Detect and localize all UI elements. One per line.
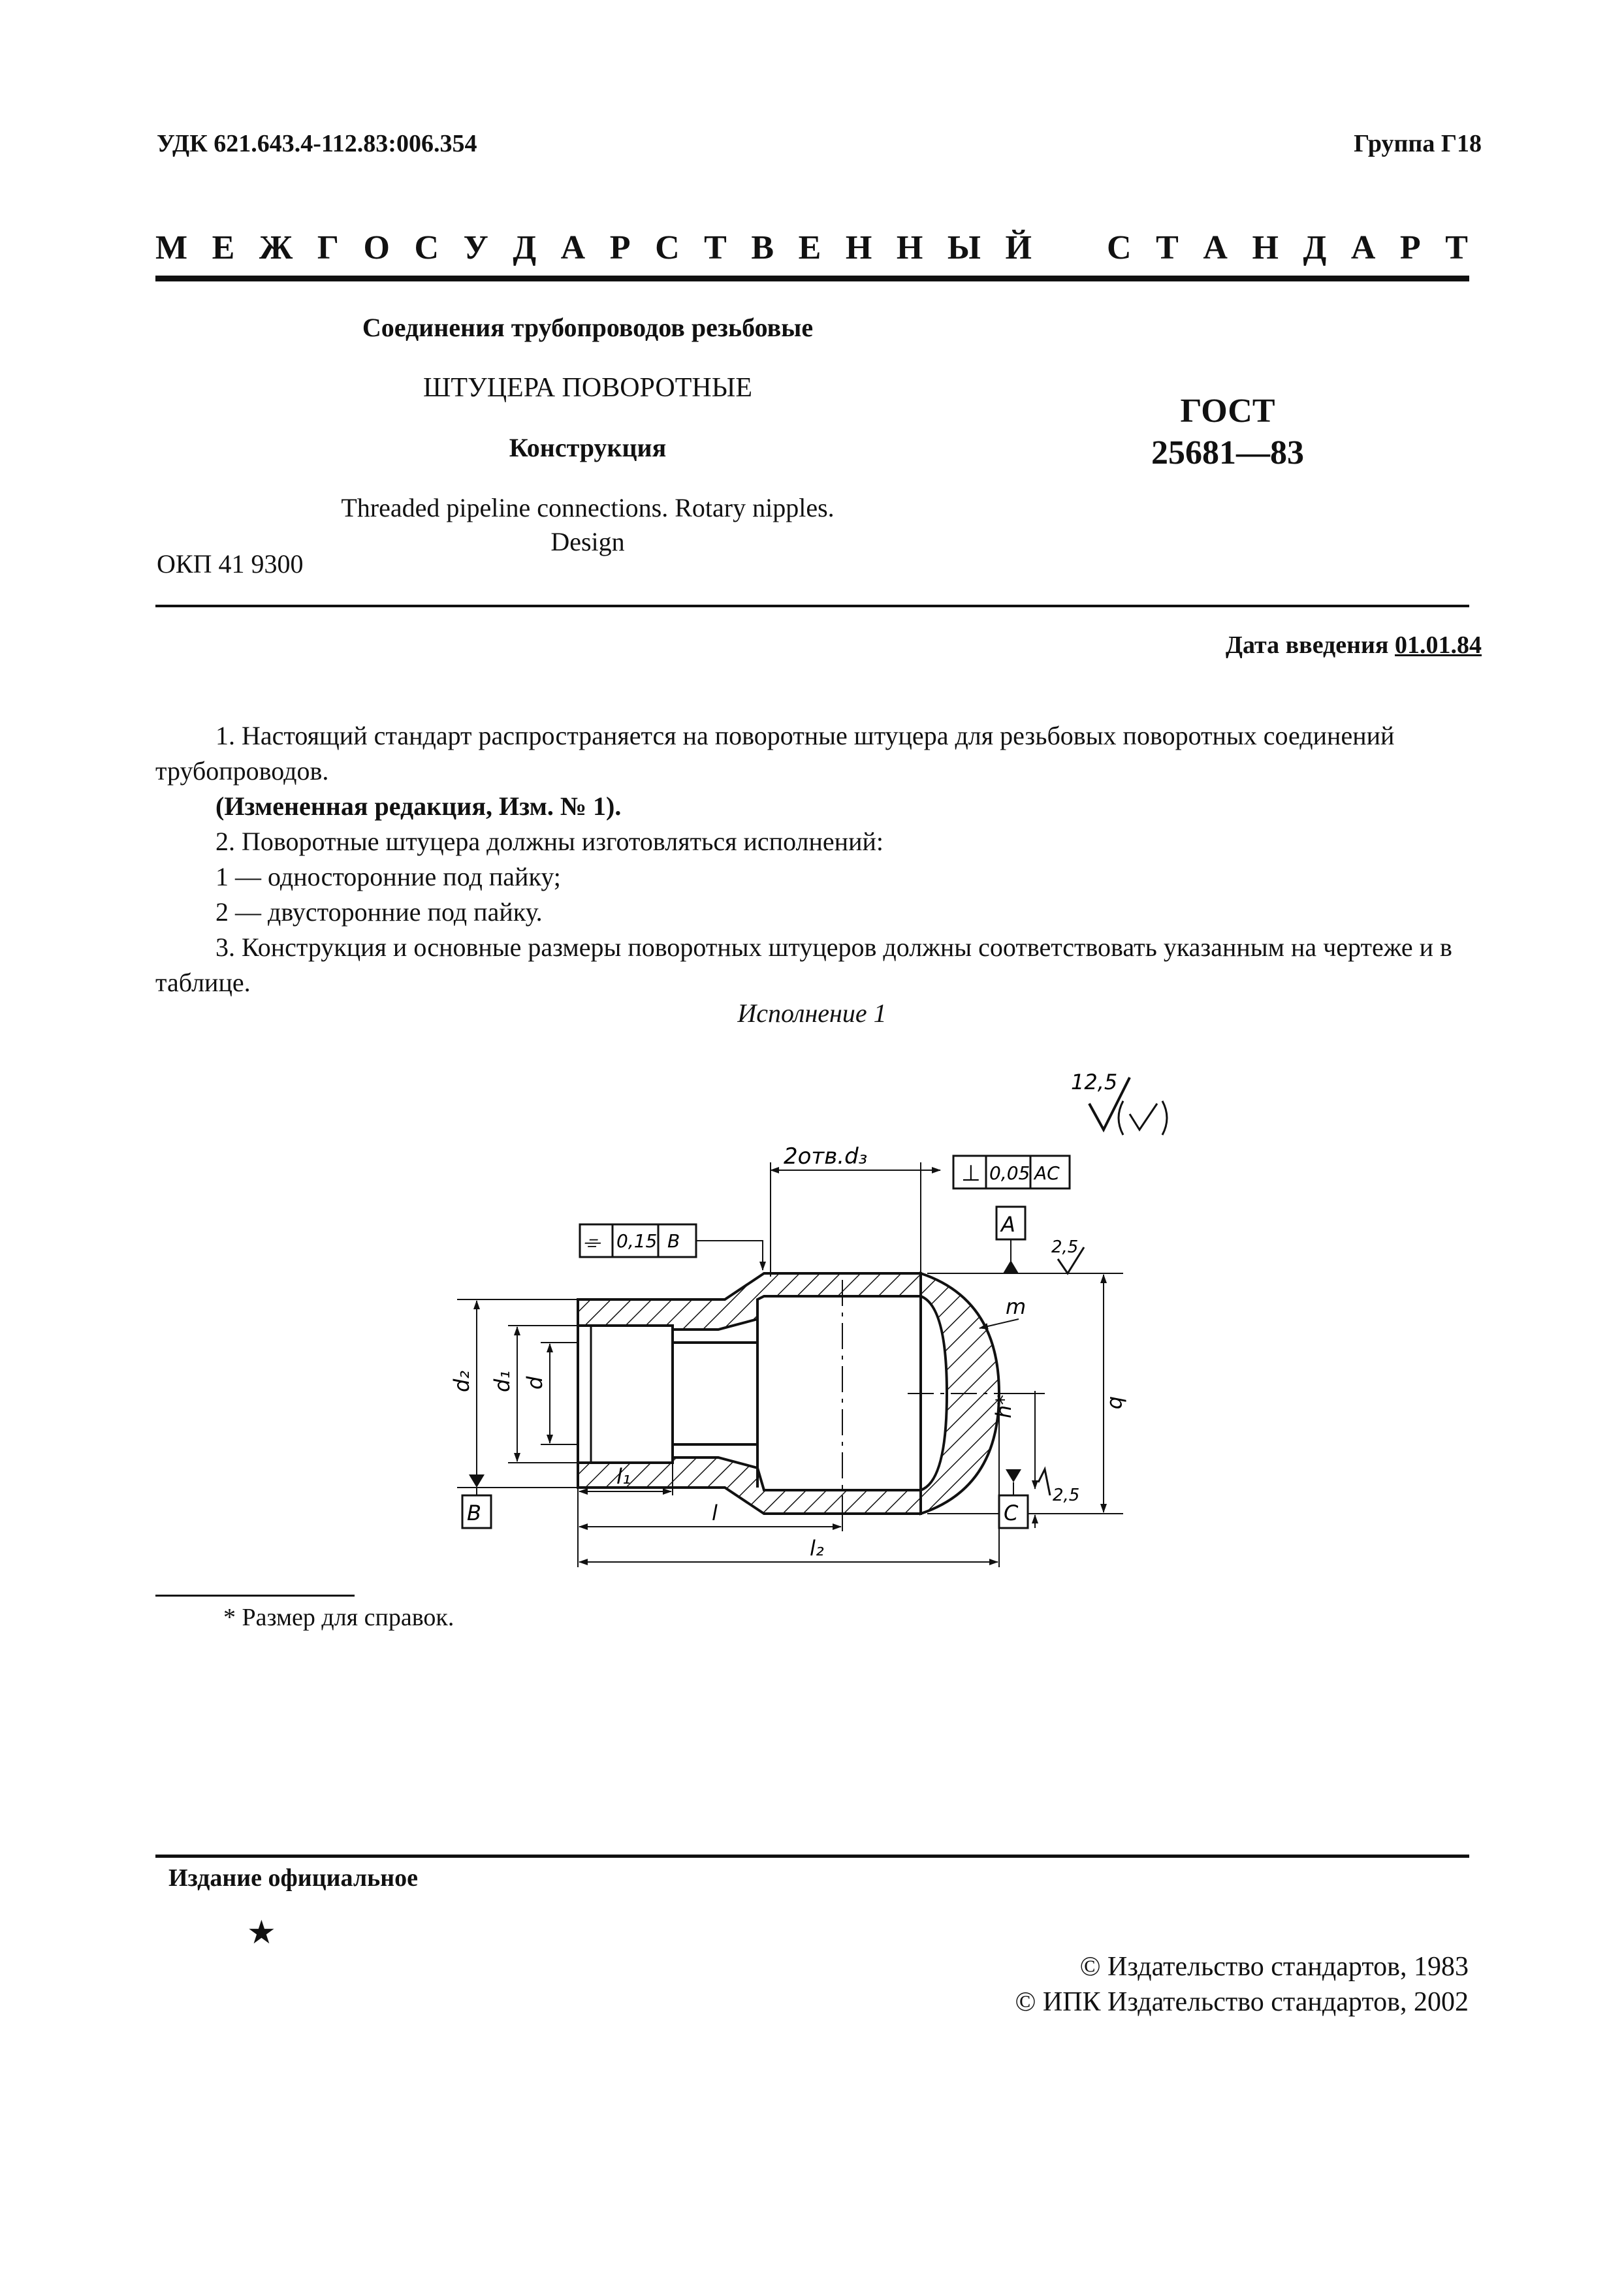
body-section — [578, 1273, 1019, 1514]
symmetry-frame — [580, 1224, 763, 1270]
svg-text:C: C — [1004, 1501, 1019, 1525]
banner-letter: Н — [896, 229, 923, 266]
gost-number: 25681—83 — [1151, 434, 1304, 471]
banner-letter: С — [1107, 229, 1132, 266]
banner-letter: С — [414, 229, 439, 266]
svg-text:2,5: 2,5 — [1053, 1486, 1080, 1505]
banner-letter: Г — [317, 229, 339, 266]
banner-letter: А — [1203, 229, 1228, 266]
copyright-2002: © ИПК Издательство стандартов, 2002 — [1015, 1987, 1469, 2017]
svg-text:h*: h* — [991, 1394, 1016, 1418]
official-edition: Издание официальное — [168, 1864, 419, 1892]
svg-text:b: b — [1105, 1396, 1130, 1410]
svg-text:d₂: d₂ — [449, 1370, 474, 1392]
paragraph-3: 3. Конструкция и основные размеры поворотных штуцеров должны соответствовать указанным на чертеже и в таблице. — [155, 932, 1452, 997]
svg-text:0,15: 0,15 — [616, 1230, 658, 1252]
title-line3: Конструкция — [509, 433, 667, 462]
paragraph-2-item-2: 2 — двусторонние под пайку. — [215, 897, 543, 927]
standard-banner — [155, 229, 1468, 267]
copyright-1983: © Издательство стандартов, 1983 — [1079, 1952, 1469, 1982]
intro-date-label: Дата введения — [1225, 631, 1389, 659]
star-icon: ★ — [247, 1914, 276, 1951]
intro-date-value: 01.01.84 — [1395, 631, 1482, 659]
m-dimension — [979, 1294, 1026, 1328]
footer-rule — [155, 1855, 1469, 1858]
banner-letter: Ы — [947, 229, 981, 266]
footnote-rule — [155, 1595, 355, 1597]
nipple-drawing — [0, 1032, 1624, 1580]
gost-label: ГОСТ — [1180, 392, 1275, 430]
udk-code: УДК 621.643.4-112.83:006.354 — [157, 130, 477, 157]
svg-text:0,05: 0,05 — [989, 1162, 1030, 1184]
datum-a — [934, 1207, 1117, 1273]
holes-label: 2отв.d₃ — [784, 1143, 868, 1170]
banner-letter: В — [751, 229, 774, 266]
holes-dimension — [771, 1143, 940, 1277]
figure-caption: Исполнение 1 — [737, 998, 887, 1028]
banner-letter: А — [560, 229, 586, 266]
paragraph-2-item-1: 1 — односторонние под пайку; — [215, 862, 561, 891]
footnote: * Размер для справок. — [223, 1604, 454, 1631]
banner-letter: М — [155, 229, 188, 266]
banner-letter: Н — [1252, 229, 1279, 266]
banner-letter: Й — [1005, 229, 1032, 266]
okp-code: ОКП 41 9300 — [157, 549, 304, 579]
header-rule — [155, 276, 1469, 281]
roughness-sign-bottom — [1038, 1469, 1079, 1505]
group-code: Группа Г18 — [1354, 130, 1482, 157]
banner-letter: Т — [1156, 229, 1179, 266]
banner-letter: Т — [1445, 229, 1468, 266]
svg-text:l₁: l₁ — [616, 1464, 631, 1489]
banner-letter: Д — [513, 229, 537, 266]
svg-text:B: B — [467, 1501, 481, 1525]
paragraph-2: 2. Поворотные штуцера должны изготовляться исполнений: — [215, 827, 884, 856]
intro-date — [1226, 631, 1482, 660]
banner-letter: Р — [609, 229, 631, 266]
english-title-line1: Threaded pipeline connections. Rotary nipples. — [341, 493, 835, 522]
banner-letter: У — [463, 229, 488, 266]
banner-letter: А — [1350, 229, 1376, 266]
svg-text:⊥: ⊥ — [961, 1160, 981, 1187]
banner-letter: Ж — [259, 229, 293, 266]
roughness-sign-top — [1051, 1237, 1084, 1273]
title-line2: ШТУЦЕРА ПОВОРОТНЫЕ — [422, 373, 753, 403]
svg-text:B: B — [667, 1230, 680, 1252]
banner-letter: Е — [212, 229, 235, 266]
svg-text:l₂: l₂ — [810, 1536, 824, 1561]
perpendicularity-frame — [953, 1156, 1070, 1188]
roughness-main-value: 12,5 — [1071, 1070, 1118, 1094]
paragraph-1: 1. Настоящий стандарт распространяется на поворотные штуцера для резьбовых поворотных соединений трубопроводов. — [155, 721, 1395, 786]
svg-text:⌯: ⌯ — [583, 1229, 600, 1254]
banner-letter: Н — [845, 229, 872, 266]
copyright — [1015, 1949, 1469, 2020]
svg-text:AC: AC — [1034, 1162, 1060, 1184]
diameter-dimensions — [449, 1299, 578, 1488]
banner-letter: С — [655, 229, 680, 266]
roughness-sign-main — [1071, 1070, 1167, 1135]
svg-text:2,5: 2,5 — [1051, 1237, 1079, 1257]
svg-text:d₁: d₁ — [490, 1370, 515, 1392]
body-text — [155, 718, 1469, 1000]
english-title-line2: Design — [550, 527, 625, 556]
svg-text:l: l — [712, 1501, 718, 1525]
svg-text:m: m — [1006, 1294, 1027, 1319]
svg-text:d: d — [522, 1376, 547, 1390]
banner-letter: Е — [798, 229, 821, 266]
banner-letter: Т — [704, 229, 727, 266]
svg-text:A: A — [1001, 1212, 1015, 1237]
title-line1: Соединения трубопроводов резьбовые — [362, 313, 814, 342]
title-rule — [155, 605, 1469, 607]
banner-letter: Р — [1399, 229, 1421, 266]
paragraph-1-note: (Измененная редакция, Изм. № 1). — [215, 791, 622, 821]
banner-letter: О — [363, 229, 390, 266]
banner-letter: Д — [1303, 229, 1327, 266]
datum-c — [999, 1469, 1028, 1528]
datum-b — [462, 1474, 491, 1528]
banner-letter — [1056, 229, 1082, 267]
